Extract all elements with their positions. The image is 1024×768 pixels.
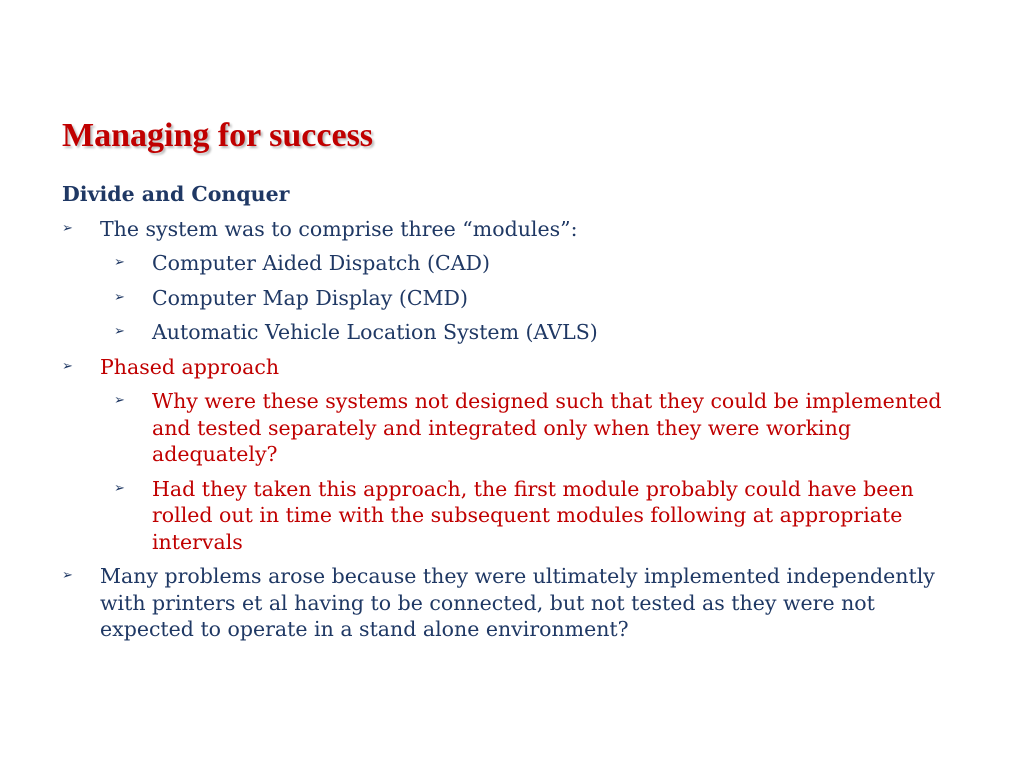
arrow-bullet-icon: ➢ bbox=[62, 358, 73, 374]
bullet-text: Phased approach bbox=[100, 354, 280, 379]
arrow-bullet-icon: ➢ bbox=[114, 324, 125, 339]
bullet-item bbox=[62, 476, 972, 556]
arrow-bullet-icon: ➢ bbox=[114, 255, 125, 270]
bullet-text: Why were these systems not designed such that they could be implemented and tested separately and integrated only when they were working adequately? bbox=[152, 389, 942, 466]
subheading: Divide and Conquer bbox=[62, 182, 290, 206]
arrow-bullet-icon: ➢ bbox=[114, 480, 125, 496]
bullet-text: Had they taken this approach, the first module probably could have been rolled out in time with the subsequent modules following at appropriate intervals bbox=[152, 476, 914, 554]
bullet-text: Computer Aided Dispatch (CAD) bbox=[152, 251, 490, 275]
bullet-item bbox=[62, 285, 972, 312]
bullet-item bbox=[62, 319, 972, 346]
bullet-text: Automatic Vehicle Location System (AVLS) bbox=[152, 320, 598, 344]
bullet-item bbox=[62, 250, 972, 277]
arrow-bullet-icon: ➢ bbox=[114, 289, 125, 305]
bullet-text: Computer Map Display (CMD) bbox=[152, 285, 468, 310]
bullet-item bbox=[62, 563, 972, 643]
bullet-text: The system was to comprise three “modules”: bbox=[100, 216, 578, 241]
bullet-item bbox=[62, 216, 972, 243]
bullet-item bbox=[62, 388, 972, 468]
slide-title: Managing for success bbox=[62, 117, 374, 154]
arrow-bullet-icon: ➢ bbox=[62, 568, 73, 583]
arrow-bullet-icon: ➢ bbox=[62, 220, 73, 236]
bullet-text: Many problems arose because they were ultimately implemented independently with printers et al having to be connected, but not tested as they were not expected to operate in a stand alone environment? bbox=[100, 564, 935, 641]
arrow-bullet-icon: ➢ bbox=[114, 393, 125, 408]
bullet-item bbox=[62, 354, 972, 381]
slide-body bbox=[62, 181, 972, 651]
